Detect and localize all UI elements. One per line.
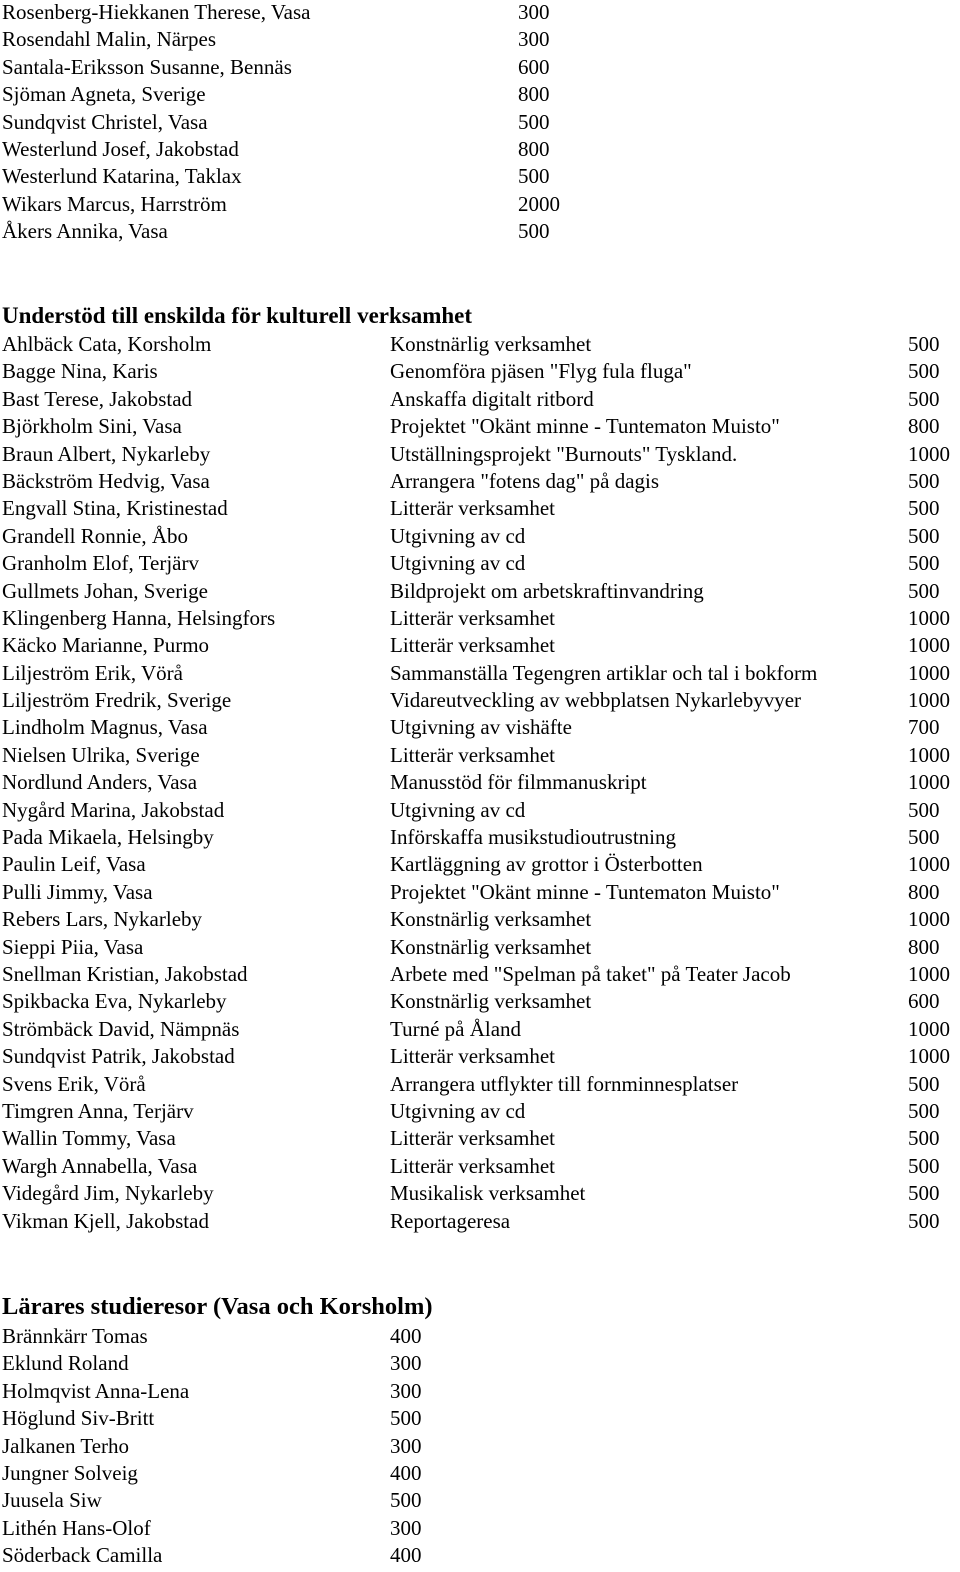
grant-amount: 500: [908, 496, 940, 521]
table-row: [2, 54, 960, 81]
recipient-name: Westerlund Katarina, Taklax: [2, 164, 242, 189]
grant-amount: 500: [518, 164, 550, 189]
project-description: Projektet "Okänt minne - Tuntematon Muisto": [390, 414, 780, 439]
recipient-name: Snellman Kristian, Jakobstad: [2, 961, 248, 986]
table-row: [2, 1487, 960, 1514]
recipient-name: Nielsen Ulrika, Sverige: [2, 742, 200, 767]
grant-amount: 500: [908, 468, 940, 493]
grant-amount: 1000: [908, 605, 950, 630]
table-row: [2, 1016, 960, 1043]
project-description: Utgivning av vishäfte: [390, 715, 572, 740]
section-heading-cultural-grants: Understöd till enskilda för kulturell verksamhet: [2, 303, 473, 328]
table-row: [2, 386, 960, 413]
project-description: Konstnärlig verksamhet: [390, 332, 592, 356]
table-row: [2, 136, 960, 163]
table-row: [2, 1323, 960, 1350]
grant-amount: 500: [390, 1488, 422, 1513]
project-description: Vidareutveckling av webbplatsen Nykarlebyvyer: [390, 688, 802, 713]
table-row: [2, 1208, 960, 1235]
grant-amount: 1000: [908, 441, 950, 466]
table-row: [2, 495, 960, 522]
project-description: Utgivning av cd: [390, 797, 526, 822]
project-description: Litterär verksamhet: [390, 1126, 556, 1151]
grant-amount: 300: [390, 1351, 422, 1376]
project-description: Kartläggning av grottor i Österbotten: [390, 852, 703, 877]
grant-amount: 1000: [908, 770, 950, 795]
recipient-name: Sundqvist Patrik, Jakobstad: [2, 1044, 235, 1069]
recipient-name: Wallin Tommy, Vasa: [2, 1126, 176, 1151]
table-row: [2, 1125, 960, 1152]
table-row: [2, 191, 960, 218]
grant-amount: 500: [908, 551, 940, 576]
table-row: [2, 851, 960, 878]
grant-amount: 300: [390, 1433, 422, 1458]
project-description: Musikalisk verksamhet: [390, 1181, 586, 1206]
recipient-name: Granholm Elof, Terjärv: [2, 551, 199, 576]
table-row: [2, 81, 960, 108]
recipient-name: Klingenberg Hanna, Helsingfors: [2, 605, 276, 630]
grant-amount: 800: [518, 136, 550, 161]
grant-amount: 500: [908, 386, 940, 411]
table-row: [2, 879, 960, 906]
table-row: [2, 1071, 960, 1098]
recipient-name: Paulin Leif, Vasa: [2, 852, 146, 877]
recipient-name: Nordlund Anders, Vasa: [2, 770, 198, 795]
table-row: [2, 1180, 960, 1207]
grant-amount: 500: [908, 825, 940, 850]
teacher-name: Lithén Hans-Olof: [2, 1515, 151, 1540]
grant-amount: 1000: [908, 742, 950, 767]
recipient-name: Bagge Nina, Karis: [2, 359, 158, 384]
table-row: [2, 961, 960, 988]
project-description: Utgivning av cd: [390, 551, 526, 576]
project-description: Turné på Åland: [390, 1016, 522, 1041]
project-description: Litterär verksamhet: [390, 1153, 556, 1178]
project-description: Reportageresa: [390, 1208, 511, 1233]
recipient-name: Bast Terese, Jakobstad: [2, 386, 193, 411]
grant-amount: 500: [908, 1181, 940, 1206]
table-row: [2, 413, 960, 440]
recipient-name: Rebers Lars, Nykarleby: [2, 907, 203, 932]
recipient-name: Wargh Annabella, Vasa: [2, 1153, 198, 1178]
teacher-name: Holmqvist Anna-Lena: [2, 1378, 190, 1403]
table-row: [2, 331, 960, 358]
table-row: [2, 523, 960, 550]
table-row: [2, 605, 960, 632]
table-row: [2, 934, 960, 961]
recipient-name: Sundqvist Christel, Vasa: [2, 109, 208, 134]
grant-amount: 2000: [518, 191, 560, 216]
table-row: [2, 1542, 960, 1569]
table-row: [2, 824, 960, 851]
table-row: [2, 1405, 960, 1432]
grant-amount: 300: [518, 0, 550, 24]
project-description: Litterär verksamhet: [390, 633, 556, 658]
grant-amount: 500: [518, 219, 550, 244]
table-row: [2, 550, 960, 577]
table-row: [2, 26, 960, 53]
table-row: [2, 218, 960, 245]
table-row: [2, 769, 960, 796]
grant-amount: 800: [908, 414, 940, 439]
recipient-name: Pulli Jimmy, Vasa: [2, 879, 153, 904]
project-description: Konstnärlig verksamhet: [390, 989, 592, 1014]
grant-amount: 800: [908, 934, 940, 959]
recipient-name: Lindholm Magnus, Vasa: [2, 715, 208, 740]
grant-amount: 500: [908, 332, 940, 356]
recipient-name: Spikbacka Eva, Nykarleby: [2, 989, 227, 1014]
table-row: [2, 687, 960, 714]
recipient-name: Gullmets Johan, Sverige: [2, 578, 208, 603]
table-row: [2, 742, 960, 769]
recipient-name: Sjöman Agneta, Sverige: [2, 82, 206, 107]
table-row: [2, 441, 960, 468]
table-row: [2, 1378, 960, 1405]
grant-amount: 500: [518, 109, 550, 134]
project-description: Utgivning av cd: [390, 523, 526, 548]
table-row: [2, 906, 960, 933]
grant-amount: 500: [908, 578, 940, 603]
table-row: [2, 1350, 960, 1377]
grant-list-teacher-trips: [2, 1323, 960, 1570]
recipient-name: Nygård Marina, Jakobstad: [2, 797, 225, 822]
teacher-name: Jungner Solveig: [2, 1460, 138, 1485]
grant-amount: 500: [908, 523, 940, 548]
project-description: Arbete med "Spelman på taket" på Teater Jacob: [390, 961, 791, 986]
recipient-name: Rosendahl Malin, Närpes: [2, 27, 217, 52]
recipient-name: Pada Mikaela, Helsingby: [2, 825, 214, 850]
table-row: [2, 358, 960, 385]
project-description: Arrangera "fotens dag" på dagis: [390, 468, 660, 493]
grant-amount: 500: [908, 797, 940, 822]
recipient-name: Rosenberg-Hiekkanen Therese, Vasa: [2, 0, 311, 24]
grant-list-cultural: [2, 331, 960, 1235]
grant-amount: 800: [908, 879, 940, 904]
project-description: Manusstöd för filmmanuskript: [390, 770, 647, 795]
table-row: [2, 1515, 960, 1542]
grant-amount: 400: [390, 1543, 422, 1568]
project-description: Projektet "Okänt minne - Tuntematon Muisto": [390, 879, 780, 904]
grant-amount: 500: [908, 1153, 940, 1178]
project-description: Arrangera utflykter till fornminnesplatser: [390, 1071, 739, 1096]
grant-amount: 500: [908, 1071, 940, 1096]
table-row: [2, 797, 960, 824]
teacher-name: Jalkanen Terho: [2, 1433, 130, 1458]
table-row: [2, 988, 960, 1015]
table-row: [2, 578, 960, 605]
grant-amount: 1000: [908, 633, 950, 658]
project-description: Sammanställa Tegengren artiklar och tal i bokform: [390, 660, 818, 685]
grant-amount: 400: [390, 1460, 422, 1485]
project-description: Anskaffa digitalt ritbord: [390, 386, 594, 411]
teacher-name: Söderback Camilla: [2, 1543, 163, 1568]
table-row: [2, 109, 960, 136]
recipient-name: Åkers Annika, Vasa: [2, 219, 168, 244]
teacher-name: Juusela Siw: [2, 1488, 102, 1513]
recipient-name: Liljeström Fredrik, Sverige: [2, 688, 232, 713]
grant-amount: 300: [390, 1378, 422, 1403]
table-row: [2, 632, 960, 659]
table-row: [2, 714, 960, 741]
table-row: [2, 1433, 960, 1460]
recipient-name: Käcko Marianne, Purmo: [2, 633, 210, 658]
grant-amount: 1000: [908, 1016, 950, 1041]
grant-amount: 1000: [908, 907, 950, 932]
grant-amount: 1000: [908, 1044, 950, 1069]
project-description: Utgivning av cd: [390, 1098, 526, 1123]
teacher-name: Brännkärr Tomas: [2, 1324, 148, 1348]
table-row: [2, 0, 960, 26]
grant-amount: 500: [908, 1208, 940, 1233]
teacher-name: Höglund Siv-Britt: [2, 1406, 155, 1431]
grant-amount: 500: [908, 1126, 940, 1151]
recipient-name: Strömbäck David, Nämpnäs: [2, 1016, 240, 1041]
project-description: Konstnärlig verksamhet: [390, 934, 592, 959]
grant-amount: 500: [908, 359, 940, 384]
table-row: [2, 1043, 960, 1070]
project-description: Bildprojekt om arbetskraftinvandring: [390, 578, 704, 603]
recipient-name: Vikman Kjell, Jakobstad: [2, 1208, 209, 1233]
recipient-name: Engvall Stina, Kristinestad: [2, 496, 228, 521]
project-description: Litterär verksamhet: [390, 742, 556, 767]
recipient-name: Timgren Anna, Terjärv: [2, 1098, 194, 1123]
grant-amount: 700: [908, 715, 940, 740]
recipient-name: Videgård Jim, Nykarleby: [2, 1181, 214, 1206]
grant-amount: 1000: [908, 660, 950, 685]
recipient-name: Liljeström Erik, Vörå: [2, 660, 183, 685]
grant-amount: 600: [908, 989, 940, 1014]
recipient-name: Braun Albert, Nykarleby: [2, 441, 211, 466]
recipient-name: Santala-Eriksson Susanne, Bennäs: [2, 54, 292, 79]
recipient-name: Bäckström Hedvig, Vasa: [2, 468, 210, 493]
recipient-name: Wikars Marcus, Harrström: [2, 191, 227, 216]
table-row: [2, 660, 960, 687]
grant-amount: 500: [908, 1098, 940, 1123]
table-row: [2, 1153, 960, 1180]
recipient-name: Björkholm Sini, Vasa: [2, 414, 182, 439]
project-description: Konstnärlig verksamhet: [390, 907, 592, 932]
grant-list-top: [2, 0, 960, 246]
grant-amount: 1000: [908, 961, 950, 986]
table-row: [2, 1460, 960, 1487]
grant-amount: 800: [518, 82, 550, 107]
grant-amount: 400: [390, 1324, 422, 1348]
project-description: Litterär verksamhet: [390, 605, 556, 630]
recipient-name: Westerlund Josef, Jakobstad: [2, 136, 239, 161]
table-row: [2, 468, 960, 495]
project-description: Införskaffa musikstudioutrustning: [390, 825, 677, 850]
grant-amount: 300: [518, 27, 550, 52]
grant-amount: 1000: [908, 852, 950, 877]
grant-amount: 600: [518, 54, 550, 79]
section-heading-teacher-study-trips: Lärares studieresor (Vasa och Korsholm): [2, 1293, 433, 1320]
recipient-name: Grandell Ronnie, Åbo: [2, 523, 189, 548]
grant-amount: 300: [390, 1515, 422, 1540]
project-description: Utställningsprojekt "Burnouts" Tyskland.: [390, 441, 738, 466]
project-description: Litterär verksamhet: [390, 1044, 556, 1069]
grant-amount: 500: [390, 1406, 422, 1431]
grant-amount: 1000: [908, 688, 950, 713]
teacher-name: Eklund Roland: [2, 1351, 129, 1376]
project-description: Genomföra pjäsen "Flyg fula fluga": [390, 359, 692, 384]
table-row: [2, 163, 960, 190]
recipient-name: Svens Erik, Vörå: [2, 1071, 146, 1096]
project-description: Litterär verksamhet: [390, 496, 556, 521]
table-row: [2, 1098, 960, 1125]
recipient-name: Sieppi Piia, Vasa: [2, 934, 144, 959]
recipient-name: Ahlbäck Cata, Korsholm: [2, 332, 212, 356]
